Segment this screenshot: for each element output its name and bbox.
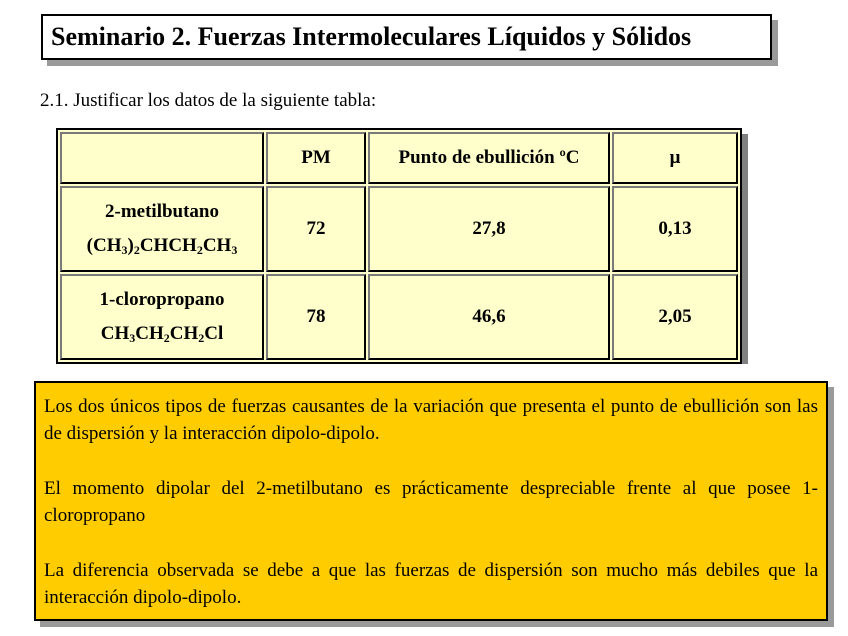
- boiling-point-value: 46,6: [368, 274, 610, 360]
- table-header-row: [60, 132, 738, 184]
- header-cell-dipole-moment: μ: [612, 132, 738, 184]
- compound-cell: [60, 274, 264, 360]
- page-title: Seminario 2. Fuerzas Intermoleculares Líquidos y Sólidos: [41, 14, 772, 60]
- table-row: [60, 186, 738, 272]
- dipole-moment-value: 2,05: [612, 274, 738, 360]
- data-table-container: [56, 128, 748, 364]
- explanation-paragraph: La diferencia observada se debe a que las fuerzas de dispersión son mucho más debiles que la interacción dipolo-dipolo.: [44, 560, 818, 608]
- explanation-panel: [34, 381, 834, 627]
- dipole-moment-value: 0,13: [612, 186, 738, 272]
- compound-cell: [60, 186, 264, 272]
- data-table: [56, 128, 742, 364]
- compound-name: 2-metilbutano: [105, 200, 219, 222]
- compound-formula: $(CH_3)_2CHCH_2CH_3$: [86, 234, 238, 257]
- exercise-prompt: 2.1. Justificar los datos de la siguiente tabla:: [40, 90, 377, 111]
- pm-value: 72: [266, 186, 366, 272]
- boiling-point-value: 27,8: [368, 186, 610, 272]
- pm-value: 78: [266, 274, 366, 360]
- title-banner: [41, 14, 772, 60]
- compound-name: 1-cloropropano: [99, 288, 225, 310]
- explanation-paragraph: Los dos únicos tipos de fuerzas causantes de la variación que presenta el punto de ebullición son las de dispersión y la interacción dipolo-dipolo.: [44, 396, 818, 444]
- header-cell-boiling-point: Punto de ebullición ºC: [368, 132, 610, 184]
- table-row: [60, 274, 738, 360]
- header-cell-empty: [60, 132, 264, 184]
- header-cell-pm: PM: [266, 132, 366, 184]
- explanation-paragraph: El momento dipolar del 2-metilbutano es prácticamente despreciable frente al que posee 1-cloropropano: [44, 478, 818, 526]
- explanation-box: [34, 381, 828, 621]
- compound-formula: $CH_3CH_2CH_2Cl$: [100, 322, 224, 345]
